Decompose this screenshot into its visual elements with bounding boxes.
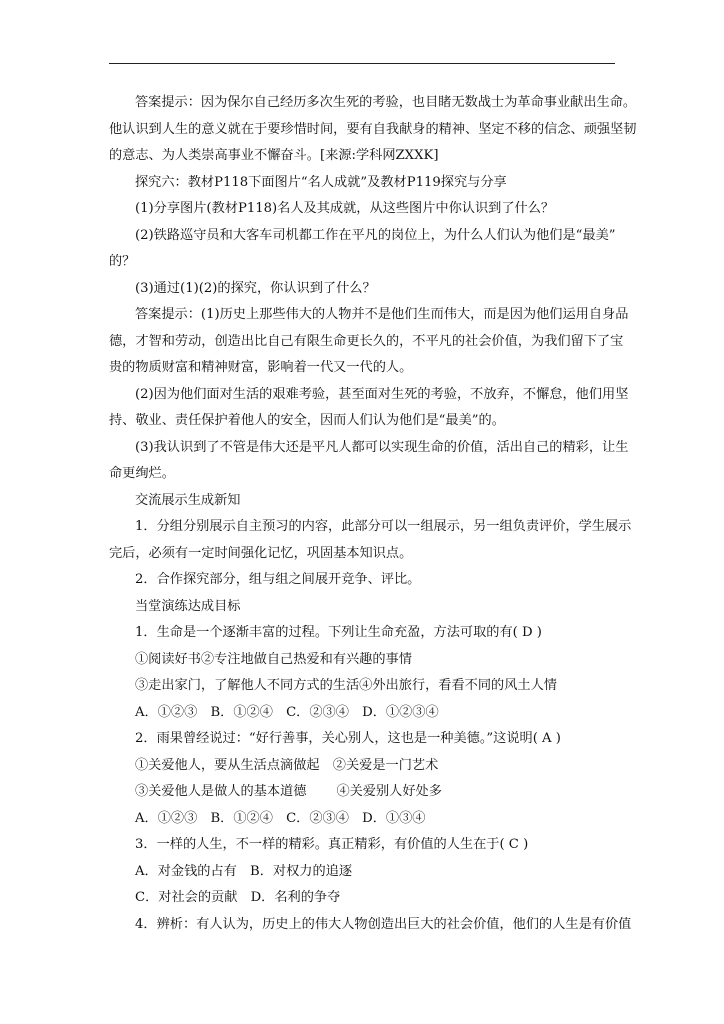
text-line: 他认识到人生的意义就在于要珍惜时间，要有自我献身的精神、坚定不移的信念、顽强坚韧 — [109, 121, 637, 137]
text-line: (2)因为他们面对生活的艰难考验，甚至面对生死的考验，不放弃，不懈怠，他们用坚 — [135, 386, 629, 402]
text-line: 答案提示：因为保尔自己经历多次生死的考验，也目睹无数战士为革命事业献出生命。 — [135, 95, 637, 110]
text-line: ①阅读好书②专注地做自己热爱和有兴趣的事情 — [135, 651, 412, 667]
text-line: 当堂演练达成目标 — [135, 598, 241, 614]
text-line: 2．雨果曾经说过：“好行善事，关心别人，这也是一种美德。”这说明( A ) — [135, 731, 561, 746]
document-body — [109, 90, 637, 938]
text-line: 德，才智和劳动，创造出比自己有限生命更长久的，不平凡的社会价值，为我们留下了宝 — [109, 333, 624, 349]
text-line: 3．一样的人生，不一样的精彩。真正精彩，有价值的人生在于( C ) — [135, 837, 529, 852]
text-line: 1．分组分别展示自主预习的内容，此部分可以一组展示，另一组负责评价，学生展示 — [135, 519, 632, 534]
text-line: 的意志、为人类崇高事业不懈奋斗。[来源:学科网ZXXK] — [109, 148, 439, 163]
text-line: (2)铁路巡守员和大客车司机都工作在平凡的岗位上，为什么人们认为他们是“最美” — [135, 227, 616, 243]
text-line: (3)通过(1)(2)的探究，你认识到了什么？ — [135, 280, 376, 296]
text-line: C．对社会的贡献 D．名利的争夺 — [135, 890, 341, 905]
text-line: 命更绚烂。 — [109, 466, 175, 481]
text-line: 贵的物质财富和精神财富，影响着一代又一代的人。 — [109, 360, 413, 375]
text-line: 持、敬业、责任保护着他人的安全，因而人们认为他们是“最美”的。 — [109, 413, 505, 428]
text-line: (3)我认识到了不管是伟大还是平凡人都可以实现生命的价值，活出自己的精彩，让生 — [135, 439, 629, 455]
text-line: (1)分享图片(教材P118)名人及其成就，从这些图片中你认识到了什么？ — [135, 201, 555, 216]
text-line: 4．辨析：有人认为，历史上的伟大人物创造出巨大的社会价值，他们的人生是有价值 — [135, 916, 632, 932]
text-line: 探究六：教材P118下面图片“名人成就”及教材P119探究与分享 — [135, 174, 507, 190]
text-line: A．对金钱的占有 B．对权力的追逐 — [135, 863, 353, 879]
text-line: ①关爱他人，要从生活点滴做起 ②关爱是一门艺术 — [135, 757, 439, 773]
text-line: A．①②③ B．①②④ C．②③④ D．①③④ — [135, 810, 426, 826]
text-line: 2．合作探究部分，组与组之间展开竞争、评比。 — [135, 572, 421, 587]
text-line: ③走出家门，了解他人不同方式的生活④外出旅行，看看不同的风土人情 — [135, 678, 557, 693]
text-line: 的？ — [109, 254, 136, 269]
option-right: ④关爱别人好处多 — [336, 784, 442, 799]
text-line: 1．生命是一个逐渐丰富的过程。下列让生命充盈，方法可取的有( D ) — [135, 625, 542, 640]
header-rule — [109, 63, 615, 64]
option-line-split — [109, 779, 619, 806]
text-line: 交流展示生成新知 — [135, 492, 241, 508]
text-line: A．①②③ B．①②④ C．②③④ D．①②③④ — [135, 704, 439, 720]
text-line: 答案提示：(1)历史上那些伟大的人物并不是他们生而伟大，而是因为他们运用自身品 — [135, 307, 629, 322]
option-left: ③关爱他人是做人的基本道德 — [135, 784, 307, 799]
text-line: 完后，必须有一定时间强化记忆，巩固基本知识点。 — [109, 545, 413, 561]
